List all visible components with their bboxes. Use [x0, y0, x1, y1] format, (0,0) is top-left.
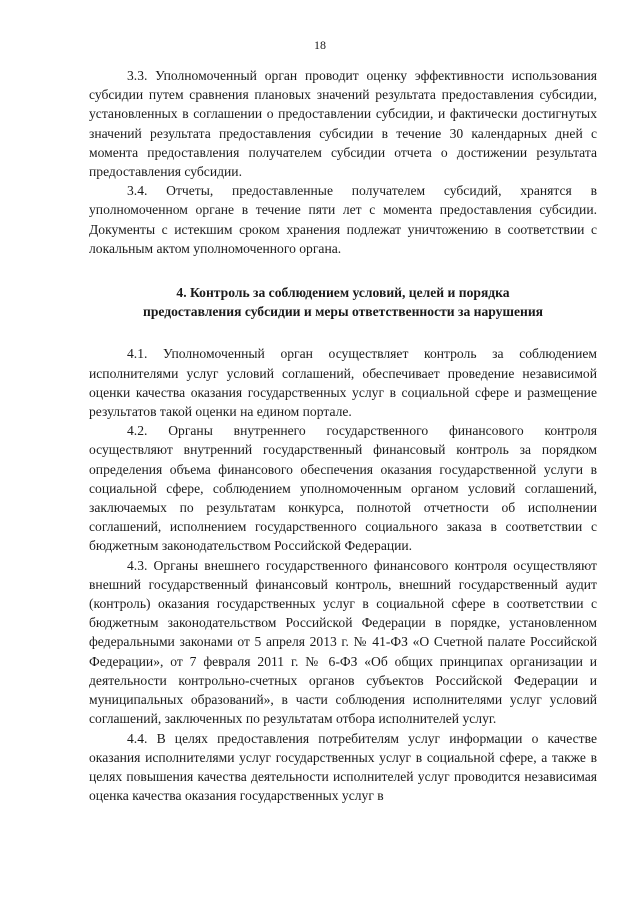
paragraph-3-3: 3.3. Уполномоченный орган проводит оценку эффективности использования субсидии путем сравнения плановых значений результата предоставления субсидии, установленных в соглашении о предоставлении субсидии, и фактически достигнутых значений результата предоставления субсидии в течение 30 календарных дней с момента предоставления получателем субсидии отчета о достижении результата предоставления субсидии. — [89, 68, 597, 180]
spacer — [89, 258, 597, 283]
section-heading-line-1: 4. Контроль за соблюдением условий, целей и порядка — [176, 285, 510, 301]
document-body — [89, 66, 597, 805]
spacer — [89, 321, 597, 344]
section-heading — [89, 283, 597, 321]
paragraph-4-1: 4.1. Уполномоченный орган осуществляет контроль за соблюдением исполнителями услуг условий соглашений, обеспечивает проведение независимой оценки качества оказания государственных услуг в социальной сфере и размещение результатов такой оценки на едином портале. — [89, 346, 597, 420]
paragraph-4-3: 4.3. Органы внешнего государственного финансового контроля осуществляют внешний государственный финансовый контроль, внешний государственный аудит (контроль) оказания государственных услуг в социальной сфере в соответствии с бюджетным законодательством Российской Федерации в порядке, установленном федеральными законами от 5 апреля 2013 г. № 41-ФЗ «О Счетной палате Российской Федерации», от 7 февраля 2011 г. № 6-ФЗ «Об общих принципах организации и деятельности контрольно-счетных органов субъектов Российской Федерации и муниципальных образований», в части соблюдения исполнителями услуг условий соглашений, заключенных по результатам отбора исполнителей услуг. — [89, 557, 597, 727]
paragraph-4-4: 4.4. В целях предоставления потребителям услуг информации о качестве оказания исполнителями услуг государственных услуг в социальной сфере, а также в целях повышения качества деятельности исполнителей услуг проводится независимая оценка качества оказания государственных услуг в — [89, 730, 597, 804]
page-number: 18 — [314, 38, 326, 52]
paragraph-3-4: 3.4. Отчеты, предоставленные получателем субсидий, хранятся в уполномоченном органе в течение пяти лет с момента предоставления субсидии. Документы с истекшим сроком хранения подлежат уничтожению в соответствии с локальным актом уполномоченного органа. — [89, 183, 597, 256]
section-heading-line-2: предоставления субсидии и меры ответственности за нарушения — [143, 304, 543, 320]
paragraph-4-2: 4.2. Органы внутреннего государственного финансового контроля осуществляют внутренний государственный финансовый контроль за порядком определения объема финансового обеспечения оказания государственной услуги в социальной сфере, соблюдением уполномоченным органом условий соглашений, заключаемых по результатам конкурса, полнотой отчетности об исполнении соглашений, исполнением государственного социального заказа в соответствии с бюджетным законодательством Российской Федерации. — [89, 423, 597, 554]
